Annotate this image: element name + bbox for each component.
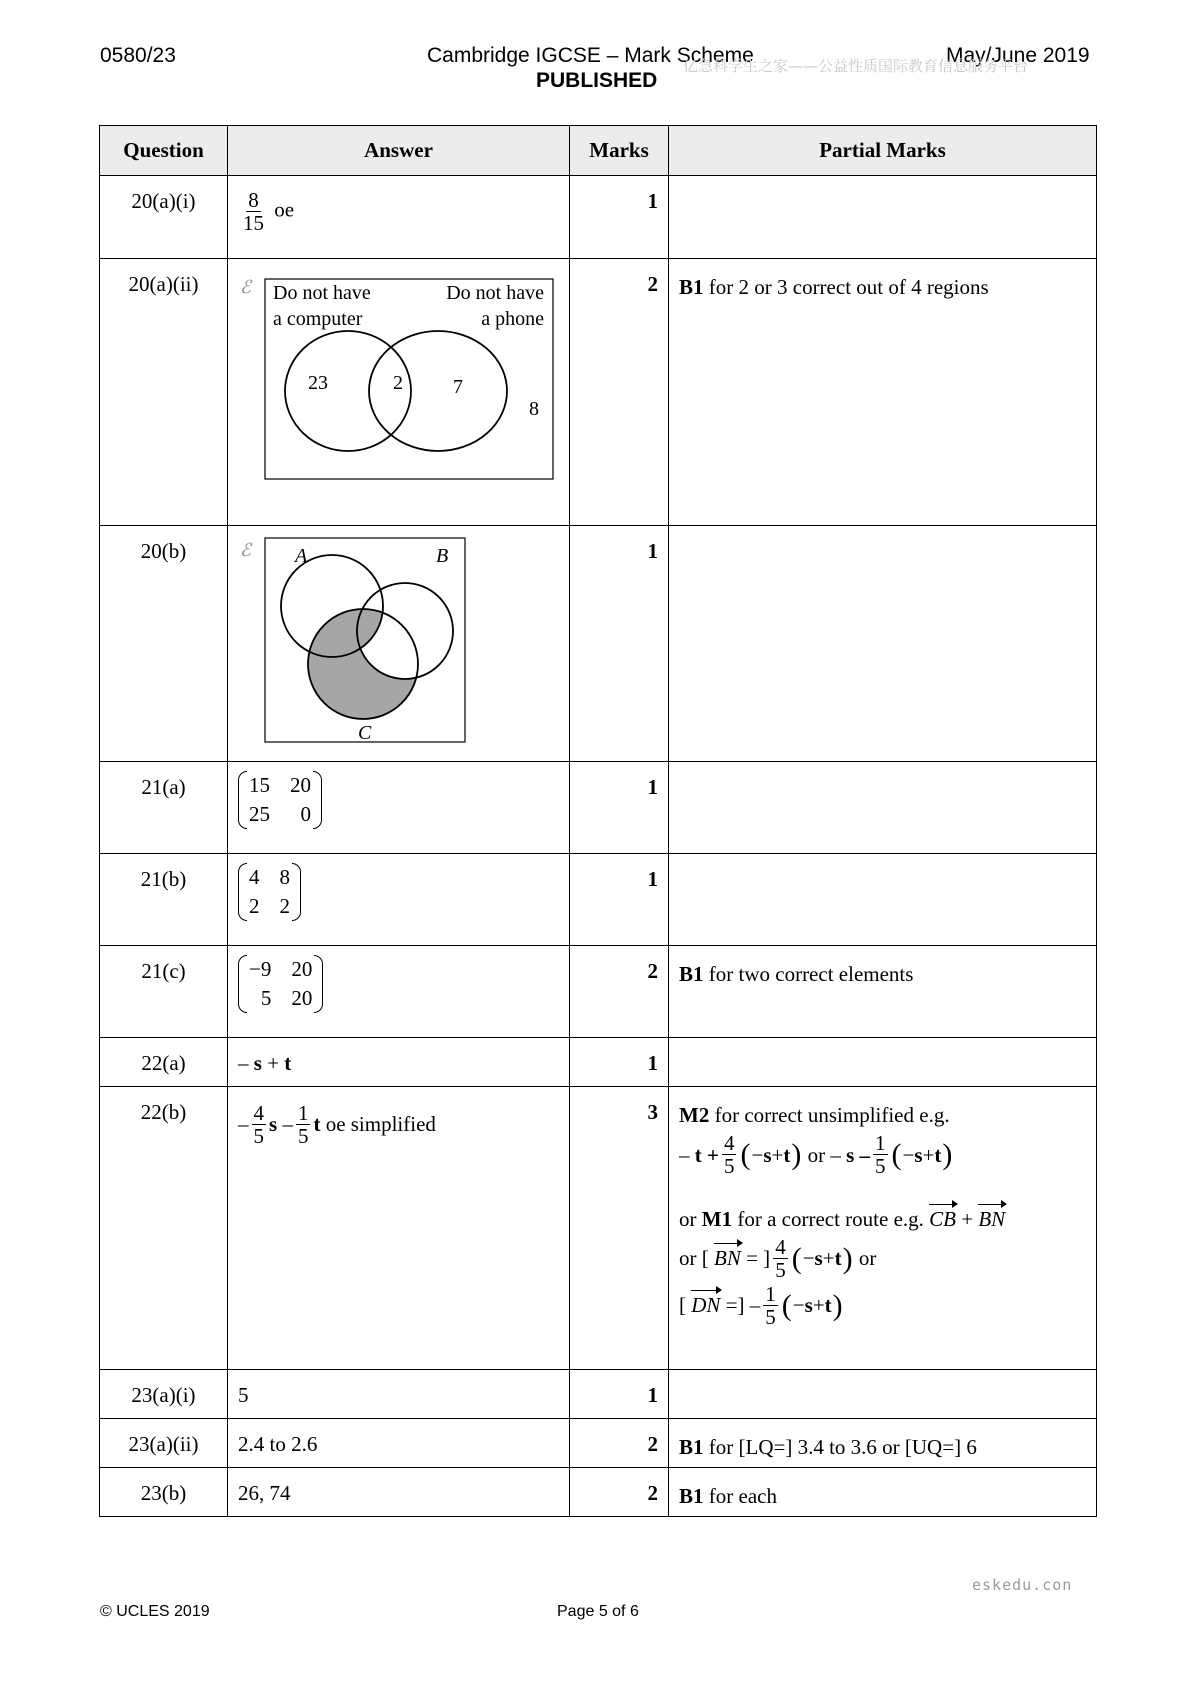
fraction [722, 1132, 737, 1177]
exam-session: May/June 2019 [946, 44, 1090, 67]
paren-close: ) [832, 1288, 843, 1322]
question-number: 20(b) [100, 526, 228, 762]
paren-open: ( [740, 1137, 751, 1171]
answer-cell: 26, 74 [228, 1468, 570, 1517]
vector-t: t [834, 1246, 842, 1271]
matrix-left-bracket [238, 771, 247, 829]
label-no-phone-line2: a phone [481, 308, 544, 330]
mark-code: B1 [679, 962, 704, 986]
answer-cell: 2.4 to 2.6 [228, 1419, 570, 1468]
published-label: PUBLISHED [536, 69, 658, 92]
answer-minus: – [282, 1112, 293, 1137]
vector-cb: CB [929, 1204, 956, 1234]
question-number: 23(a)(i) [100, 1370, 228, 1419]
vector-t: t [284, 1051, 292, 1075]
region-both: 2 [393, 372, 403, 394]
fraction-numerator: 8 [248, 188, 259, 212]
math-minus: – [679, 1142, 690, 1167]
table-row [100, 946, 1097, 1038]
table-row [100, 1087, 1097, 1370]
partial-text: for each [708, 1484, 777, 1508]
marks-cell: 1 [570, 762, 669, 854]
set-a-label: A [295, 545, 308, 567]
label-no-computer-line2: a computer [273, 308, 363, 330]
vector-t: t [694, 1142, 702, 1167]
matrix-element: 5 [260, 986, 272, 1010]
paren-close: ) [842, 1241, 853, 1275]
matrix-element: 4 [249, 865, 260, 889]
page-number: Page 5 of 6 [557, 1603, 639, 1620]
partial-marks-cell [669, 1419, 1097, 1468]
bracket-text: [ [679, 1293, 686, 1318]
math-minus: − [802, 1246, 815, 1271]
fraction-numerator: 1 [765, 1282, 776, 1307]
math-minus: – [830, 1142, 841, 1167]
marks-cell: 1 [570, 1038, 669, 1087]
matrix-left-bracket [238, 863, 247, 921]
table-row [100, 762, 1097, 854]
table-row [100, 1419, 1097, 1468]
fraction [241, 189, 266, 234]
header-partial-marks: Partial Marks [669, 126, 1097, 176]
region-outside: 8 [529, 398, 539, 420]
answer-cell [228, 259, 570, 526]
header-marks: Marks [570, 126, 669, 176]
vector-t: t [313, 1112, 321, 1137]
partial-marks-cell [669, 176, 1097, 259]
matrix-element: 2 [279, 894, 290, 918]
math-plus: + [922, 1142, 935, 1167]
question-number: 21(b) [100, 854, 228, 946]
answer-suffix: oe [274, 197, 295, 222]
venn-diagram-two-sets [228, 259, 568, 525]
matrix-element: 0 [300, 802, 311, 826]
question-number: 22(b) [100, 1087, 228, 1370]
site-watermark: eskedu.con [972, 1576, 1073, 1594]
table-row [100, 1370, 1097, 1419]
mark-scheme-table [99, 125, 1097, 1517]
vector-s: s [269, 1112, 278, 1137]
or-text: or [679, 1206, 697, 1231]
fraction-numerator: 4 [775, 1234, 786, 1259]
matrix [238, 863, 301, 921]
matrix-element: 20 [291, 986, 313, 1010]
marks-cell: 1 [570, 176, 669, 259]
answer-cell [228, 1038, 570, 1087]
answer-cell [228, 176, 570, 259]
set-c-label: C [358, 722, 372, 744]
region-only-no-phone: 7 [453, 376, 463, 398]
matrix-right-bracket [314, 955, 323, 1013]
vector-s: s [914, 1142, 923, 1167]
venn-diagram-three-sets [228, 526, 568, 761]
math-plus: + [707, 1142, 719, 1167]
table-row [100, 1038, 1097, 1087]
answer-suffix: oe simplified [325, 1112, 436, 1137]
vector-dn: DN [691, 1290, 720, 1320]
vector-t: t [783, 1142, 791, 1167]
math-plus: + [961, 1206, 974, 1231]
mark-code: M1 [701, 1206, 733, 1231]
partial-marks-cell [669, 1468, 1097, 1517]
equals-text: = ] [746, 1246, 771, 1271]
vector-bn: BN [978, 1204, 1005, 1234]
fraction-denominator: 5 [765, 1305, 776, 1330]
partial-text: for [LQ=] 3.4 to 3.6 or [UQ=] 6 [708, 1435, 977, 1459]
math-minus: – [749, 1293, 761, 1318]
answer-cell: 5 [228, 1370, 570, 1419]
marks-cell: 1 [570, 1370, 669, 1419]
answer-cell [228, 854, 570, 946]
fraction-numerator: 4 [253, 1101, 264, 1125]
marks-cell: 2 [570, 259, 669, 526]
table-row [100, 526, 1097, 762]
mark-code: B1 [679, 1435, 704, 1459]
matrix-right-bracket [292, 863, 301, 921]
unsimplified-example [679, 1132, 1086, 1177]
question-number: 23(b) [100, 1468, 228, 1517]
mark-code: B1 [679, 1484, 704, 1508]
header-answer: Answer [228, 126, 570, 176]
answer-minus: – [238, 1051, 249, 1075]
fraction-numerator: 1 [297, 1101, 309, 1125]
matrix-element: −9 [249, 957, 272, 981]
m1-alt-dn-line [679, 1283, 1086, 1328]
question-number: 22(a) [100, 1038, 228, 1087]
bracket-text: or [ [679, 1246, 709, 1271]
math-plus: + [822, 1246, 835, 1271]
shaded-region [228, 526, 568, 761]
watermark-text: 亿急科学生之家——公益性质国际教育信息服务平台 [683, 57, 1029, 75]
matrix-element: 25 [249, 802, 270, 826]
partial-marks-cell [669, 1370, 1097, 1419]
fraction-denominator: 5 [875, 1154, 886, 1179]
set-b-label: B [436, 545, 449, 567]
or-text: or [858, 1246, 877, 1271]
fraction [296, 1102, 311, 1147]
partial-marks-cell [669, 854, 1097, 946]
answer-plus: + [267, 1051, 280, 1075]
fraction [763, 1283, 778, 1328]
fraction [773, 1236, 788, 1281]
matrix-element: 2 [249, 894, 260, 918]
fraction [873, 1132, 888, 1177]
partial-text: for correct unsimplified e.g. [714, 1103, 950, 1127]
marks-cell: 2 [570, 1468, 669, 1517]
marks-cell: 1 [570, 526, 669, 762]
table-header-row [100, 126, 1097, 176]
fraction-numerator: 1 [875, 1131, 886, 1156]
marks-cell: 2 [570, 946, 669, 1038]
table-row [100, 1468, 1097, 1517]
answer-minus: – [238, 1112, 249, 1137]
vector-s: s [804, 1293, 813, 1318]
partial-text: for a correct route e.g. [737, 1206, 924, 1231]
fraction-denominator: 5 [253, 1124, 264, 1149]
table-row [100, 259, 1097, 526]
matrix-element: 8 [279, 865, 290, 889]
math-minus: − [792, 1293, 805, 1318]
vector-bn: BN [714, 1243, 741, 1273]
fraction-denominator: 5 [775, 1258, 786, 1283]
answer-cell [228, 1087, 570, 1370]
marks-cell: 1 [570, 854, 669, 946]
table-row [100, 176, 1097, 259]
set-no-phone-circle [369, 331, 507, 451]
question-number: 21(c) [100, 946, 228, 1038]
m1-route-line [679, 1204, 1086, 1234]
paren-open: ( [891, 1137, 902, 1171]
vector-s: s [253, 1051, 262, 1075]
vector-s: s [763, 1142, 772, 1167]
equals-text: =] [725, 1293, 745, 1318]
label-no-phone-line1: Do not have [446, 282, 544, 304]
fraction [252, 1102, 267, 1147]
table-row [100, 854, 1097, 946]
document-title: Cambridge IGCSE – Mark Scheme [427, 44, 754, 67]
answer-cell [228, 526, 570, 762]
math-minus: − [751, 1142, 764, 1167]
or-text: or [807, 1142, 826, 1167]
math-plus: + [812, 1293, 825, 1318]
vector-t: t [824, 1293, 832, 1318]
vector-s: s [814, 1246, 823, 1271]
paper-code: 0580/23 [100, 44, 176, 67]
universal-set-symbol: ℰ [240, 540, 251, 560]
matrix-element: 15 [249, 773, 270, 797]
partial-marks-cell [669, 1087, 1097, 1370]
matrix-right-bracket [313, 771, 322, 829]
matrix-element: 20 [291, 957, 313, 981]
paren-close: ) [791, 1137, 802, 1171]
partial-text: for two correct elements [708, 962, 914, 986]
math-plus: + [771, 1142, 784, 1167]
question-number: 21(a) [100, 762, 228, 854]
marks-cell: 2 [570, 1419, 669, 1468]
fraction-numerator: 4 [723, 1131, 735, 1156]
mark-code: M2 [679, 1103, 710, 1127]
vector-t: t [934, 1142, 942, 1167]
question-number: 20(a)(ii) [100, 259, 228, 526]
question-number: 23(a)(ii) [100, 1419, 228, 1468]
mark-code: B1 [679, 275, 704, 299]
math-minus: – [859, 1142, 871, 1167]
marks-cell: 3 [570, 1087, 669, 1370]
header-question: Question [100, 126, 228, 176]
label-no-computer-line1: Do not have [273, 282, 371, 304]
matrix [238, 955, 323, 1013]
fraction-denominator: 15 [243, 211, 264, 236]
m1-alt-bn-line [679, 1236, 1086, 1281]
matrix-left-bracket [238, 955, 247, 1013]
partial-marks-cell [669, 1038, 1097, 1087]
universal-set-symbol: ℰ [240, 277, 251, 297]
paren-open: ( [781, 1288, 792, 1322]
math-minus: − [902, 1142, 915, 1167]
answer-cell [228, 762, 570, 854]
partial-marks-cell [669, 946, 1097, 1038]
paren-close: ) [942, 1137, 953, 1171]
matrix-element: 20 [290, 773, 311, 797]
matrix [238, 771, 322, 829]
copyright: © UCLES 2019 [100, 1603, 210, 1620]
fraction-denominator: 5 [297, 1124, 309, 1149]
partial-marks-cell [669, 526, 1097, 762]
region-only-no-computer: 23 [308, 372, 328, 394]
partial-text: for 2 or 3 correct out of 4 regions [708, 275, 989, 299]
partial-marks-cell [669, 259, 1097, 526]
answer-cell [228, 946, 570, 1038]
vector-s: s [846, 1142, 855, 1167]
paren-open: ( [791, 1241, 802, 1275]
partial-marks-cell [669, 762, 1097, 854]
fraction-denominator: 5 [723, 1154, 735, 1179]
question-number: 20(a)(i) [100, 176, 228, 259]
